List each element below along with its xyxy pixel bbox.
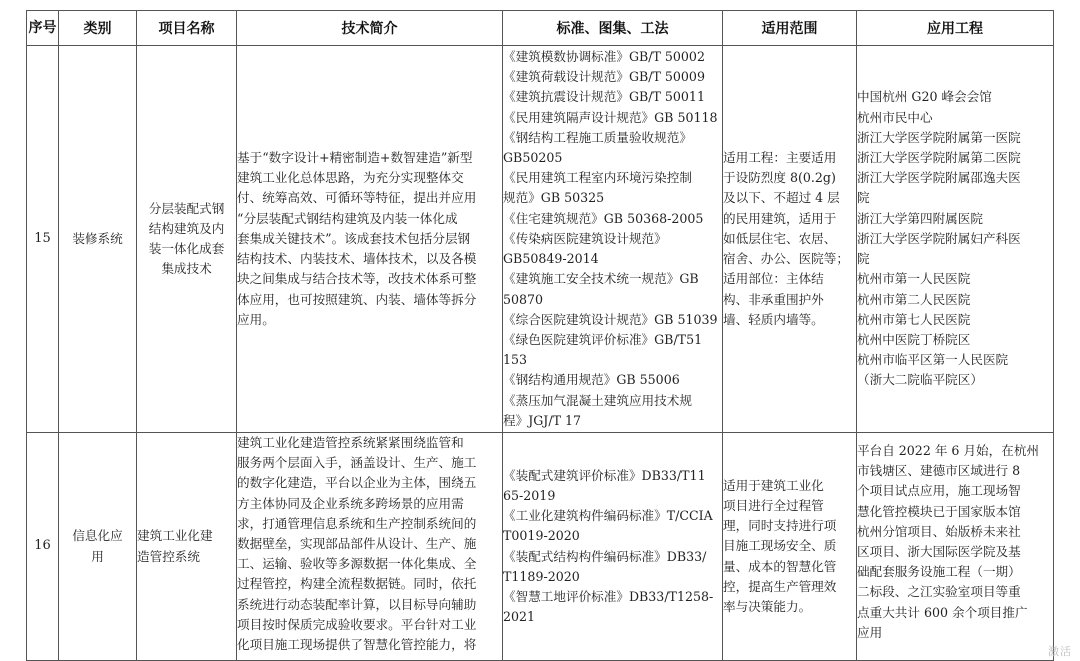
- header-project-name: 项目名称: [137, 11, 237, 46]
- cell-applications: 平台自 2022 年 6 月始，在杭州 市钱塘区、建德市区域进行 8 个项目试点应用，施工现场智 慧化管控模块已于国家版本馆 杭州分馆项目、始版桥未来社 区项目、浙大国际医学院及基 础配套服务设施工程（一期） 二标段、之江实验室项目等重 点重大共计 600 余个项目推广 应用: [857, 433, 1054, 661]
- standards-table: [26, 10, 1054, 661]
- cell-category: 装修系统: [59, 46, 137, 433]
- header-seq: 序号: [27, 11, 59, 46]
- header-standards: 标准、图集、工法: [503, 11, 723, 46]
- table-row: [27, 433, 1054, 661]
- cell-category: 信息化应 用: [59, 433, 137, 661]
- cell-project-name: 建筑工业化建 造管控系统: [137, 433, 237, 661]
- cell-tech-intro: 建筑工业化建造管控系统紧紧围绕监管和 服务两个层面入手，涵盖设计、生产、施工 的数字化建造，平台以企业为主体，围绕五 方主体协同及企业系统多跨场景的应用需 求，打通管理信息系统和生产控制系统间的 数据壁垒，实现部品部件从设计、生产、施 工、运输、验收等多源数据一体化集成、全 过程管控，构建全流程数据链。同时，依托 系统进行动态装配率计算，以目标导向辅助 项目按时保质完成验收要求。平台针对工业 化项目施工现场提供了智慧化管控能力，将: [237, 433, 503, 661]
- watermark: 激活: [1048, 645, 1072, 658]
- cell-scope: 适用工程：主要适用 于设防烈度 8(0.2g) 及以下、不超过 4 层 的民用建筑，适用于 如低层住宅、农居、 宿舍、办公、医院等； 适用部位：主体结 构、非承重围护外 墙、轻质内墙等。: [723, 46, 857, 433]
- cell-applications: 中国杭州 G20 峰会会馆 杭州市民中心 浙江大学医学院附属第一医院 浙江大学医学院附属第二医院 浙江大学医学院附属邵逸夫医 院 浙江大学第四附属医院 浙江大学医学院附属妇产科医 院 杭州市第一人民医院 杭州市第二人民医院 杭州市第七人民医院 杭州中医院丁桥院区 杭州市临平区第一人民医院 （浙大二院临平院区）: [857, 46, 1054, 433]
- cell-seq: 16: [27, 433, 59, 661]
- table-row: [27, 46, 1054, 433]
- cell-project-name: 分层装配式钢 结构建筑及内 装一体化成套 集成技术: [137, 46, 237, 433]
- cell-standards: 《建筑模数协调标准》GB/T 50002 《建筑荷载设计规范》GB/T 50009 《建筑抗震设计规范》GB/T 50011 《民用建筑隔声设计规范》GB 50118 《钢结构工程施工质量验收规范》 GB50205 《民用建筑工程室内环境污染控制 规范》GB 50325 《住宅建筑规范》GB 50368-2005 《传染病医院建筑设计规范》 GB50849-2014 《建筑施工安全技术统一规范》GB 50870 《综合医院建筑设计规范》GB 51039 《绿色医院建筑评价标准》GB/T51 153 《钢结构通用规范》GB 55006 《蒸压加气混凝土建筑应用技术规 程》JGJ/T 17: [503, 46, 723, 433]
- header-scope: 适用范围: [723, 11, 857, 46]
- cell-seq: 15: [27, 46, 59, 433]
- cell-standards: 《装配式建筑评价标准》DB33/T11 65-2019 《工业化建筑构件编码标准》T/CCIA T0019-2020 《装配式结构构件编码标准》DB33/ T1189-2020 《智慧工地评价标准》DB33/T1258- 2021: [503, 433, 723, 661]
- header-tech-intro: 技术简介: [237, 11, 503, 46]
- header-applications: 应用工程: [857, 11, 1054, 46]
- cell-tech-intro: 基于“数字设计+精密制造+数智建造”新型 建筑工业化总体思路，为充分实现整体交 付、统筹高效、可循环等特征，提出并应用 “分层装配式钢结构建筑及内装一体化成 套集成关键技术”。该成套技术包括分层钢 结构技术、内装技术、墙体技术，以及各模 块之间集成与结合技术等，改技术体系可整 体应用，也可按照建筑、内装、墙体等拆分 应用。: [237, 46, 503, 433]
- cell-scope: 适用于建筑工业化 项目进行全过程管 理，同时支持进行项 目施工现场安全、质 量、成本的智慧化管 控，提高生产管理效 率与决策能力。: [723, 433, 857, 661]
- header-row: [27, 11, 1054, 46]
- header-category: 类别: [59, 11, 137, 46]
